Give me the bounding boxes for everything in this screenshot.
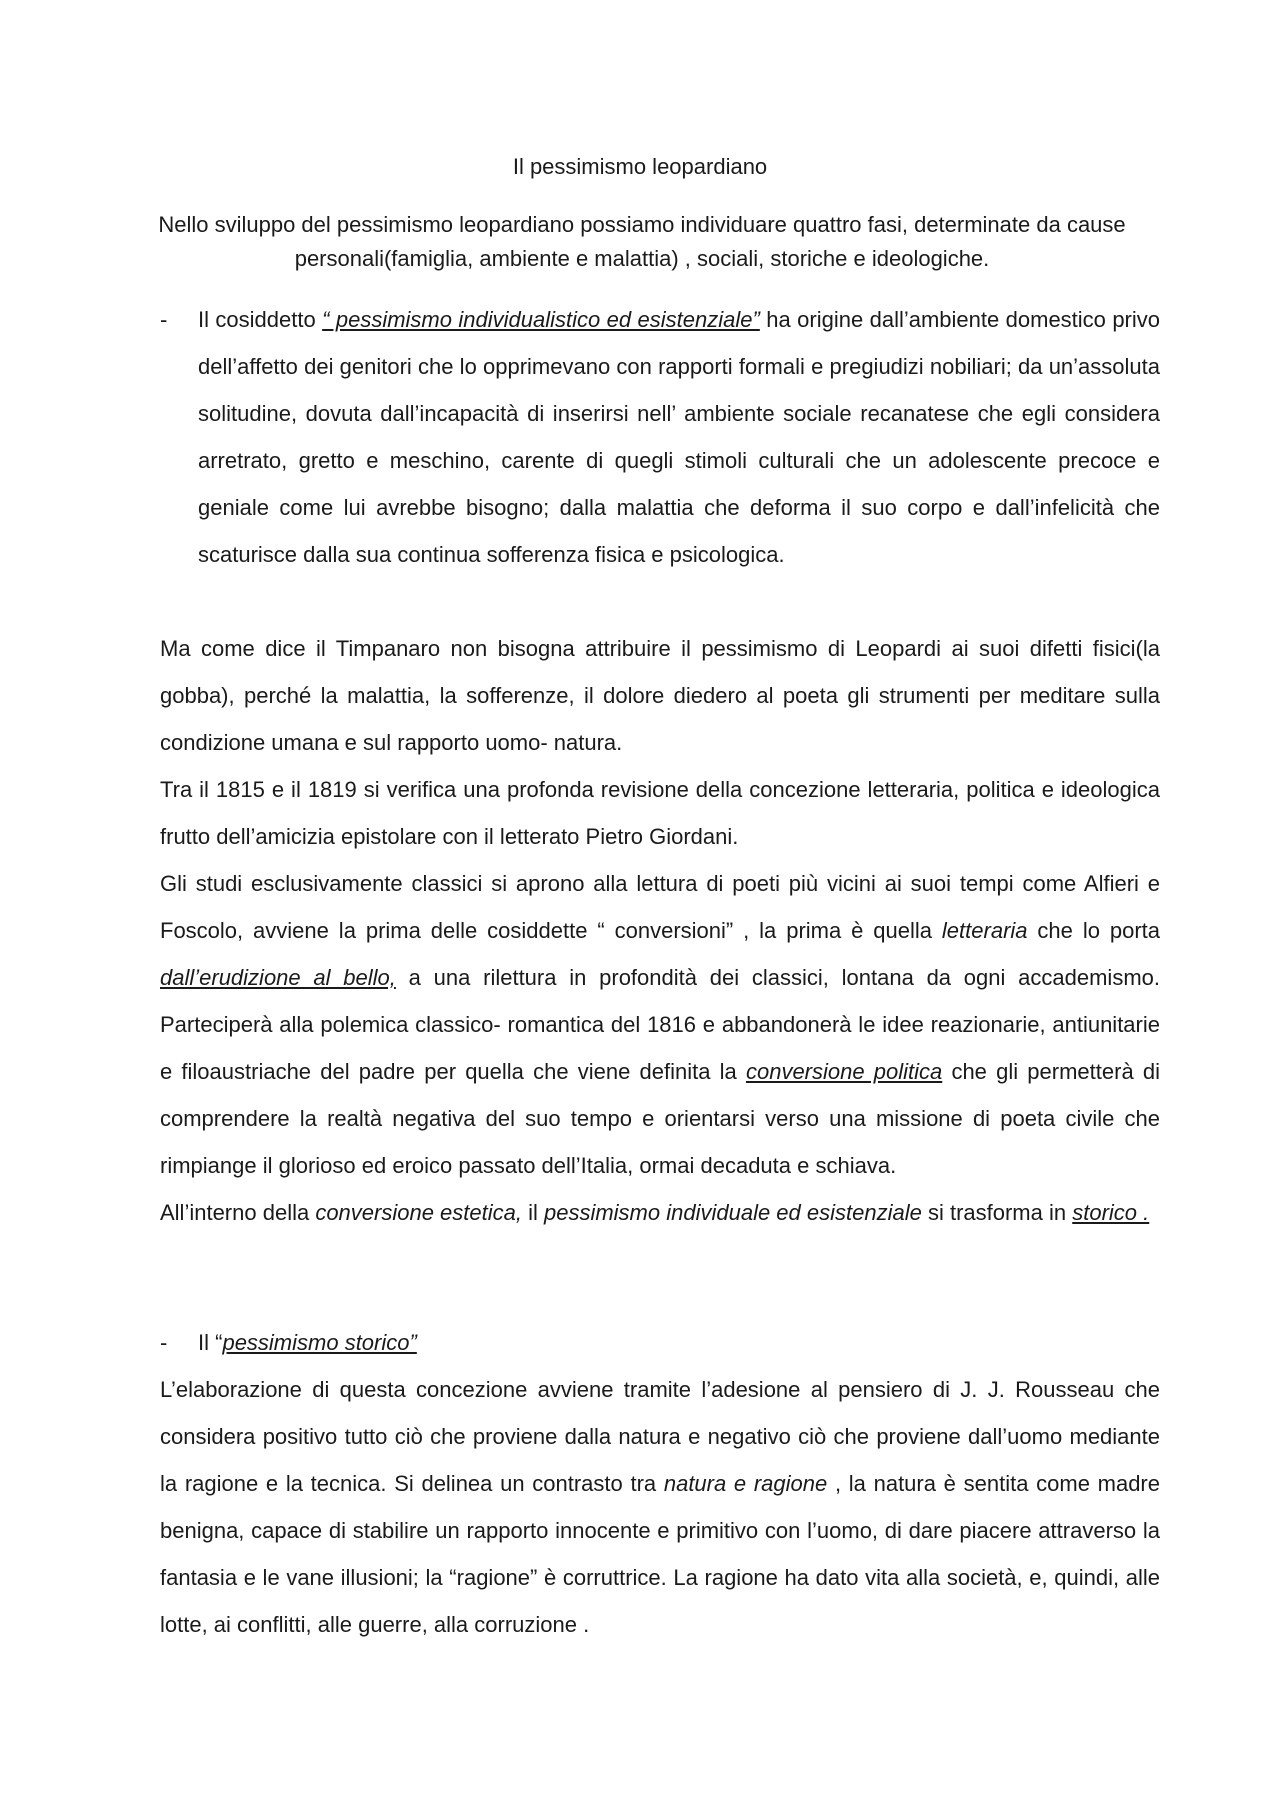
body-text-rousseau: [160, 1366, 1160, 1648]
text-run: All’interno della: [160, 1200, 316, 1225]
bullet-lead: Il cosiddetto: [198, 307, 323, 332]
text-run: , la natura è sentita come madre benigna, capace di stabilire un rapporto innocente e primitivo con l’uomo, di dare piacere attraverso la fantasia e le vane illusioni; la “ragione” è corruttrice. La ragione ha dato vita alla società, e, quindi, alle lotte, ai conflitti, alle guerre, alla corruzione .: [160, 1471, 1160, 1637]
term-pessimismo-individuale: pessimismo individuale ed esistenziale: [543, 1200, 922, 1225]
paragraph-1815: Tra il 1815 e il 1819 si verifica una profonda revisione della concezione letteraria, politica e ideologica frutto dell’amicizia epistolare con il letterato Pietro Giordani.: [160, 777, 1160, 849]
text-run: a una rilettura in profondità dei classici, lontana da ogni accademismo. Parteciperà alla polemica classico- romantica del 1816 e abbandonerà le idee reazionarie, antiunitarie e filoaustriache del padre per quella che viene definita la: [160, 965, 1160, 1084]
term-conversione-politica: conversione politica: [745, 1059, 943, 1084]
paragraph-rousseau: [160, 1366, 1160, 1648]
term-erudizione: dall’erudizione al bello,: [160, 965, 396, 990]
bullet-dash: -: [160, 307, 168, 332]
paragraph-studi: [160, 860, 1160, 1189]
term-individualistico: “ pessimismo individualistico ed esistenziale”: [322, 307, 760, 332]
bullet-dash: -: [160, 1330, 168, 1355]
text-run: Gli studi esclusivamente classici si aprono alla lettura di poeti più vicini ai suoi tempi come Alfieri e Foscolo, avviene la prima delle cosiddette “ conversioni” , la prima è quella: [160, 871, 1160, 943]
text-run: il: [521, 1200, 544, 1225]
paragraph-estetica: [160, 1189, 1160, 1236]
term-conversione-estetica: conversione estetica,: [315, 1200, 522, 1225]
term-storico: storico .: [1072, 1200, 1150, 1225]
intro-paragraph: Nello sviluppo del pessimismo leopardiano possiamo individuare quattro fasi, determinate da cause personali(famiglia, ambiente e malattia) , sociali, storiche e ideologiche.: [158, 212, 1126, 271]
paragraph-timpanaro: Ma come dice il Timpanaro non bisogna attribuire il pessimismo di Leopardi ai suoi difetti fisici(la gobba), perché la malattia, la sofferenze, il dolore diedero al poeta gli strumenti per meditare sulla condizione umana e sul rapporto uomo- natura.: [160, 636, 1160, 755]
bullet-text: [198, 1319, 1160, 1366]
body-text: [160, 625, 1160, 1236]
page-title: Il pessimismo leopardiano: [512, 154, 768, 179]
text-run: L’elaborazione di questa concezione avviene tramite l’adesione al pensiero di J. J. Rousseau che considera positivo tutto ciò che proviene dalla natura e negativo ciò che proviene dall’uomo mediante la ragione e la tecnica. Si delinea un contrasto tra: [160, 1377, 1160, 1496]
bullet-text: [198, 296, 1160, 578]
term-natura-ragione: natura e ragione: [663, 1471, 828, 1496]
term-pessimismo-storico: pessimismo storico”: [222, 1330, 417, 1355]
bullet-rest: ha origine dall’ambiente domestico privo dell’affetto dei genitori che lo opprimevano con rapporti formali e pregiudizi nobiliari; da un’assoluta solitudine, dovuta dall’incapacità di inserirsi nell’ ambiente sociale recanatese che egli considera arretrato, gretto e meschino, carente di quegli stimoli culturali che un adolescente precoce e geniale come lui avrebbe bisogno; dalla malattia che deforma il suo corpo e dall’infelicità che scaturisce dalla sua continua sofferenza fisica e psicologica.: [198, 307, 1161, 567]
text-run: che lo porta: [1027, 918, 1161, 943]
bullet-storico: [160, 1319, 1160, 1366]
term-letteraria: letteraria: [941, 918, 1028, 943]
bullet-individualistico: [160, 296, 1160, 578]
bullet-lead: Il “: [198, 1330, 223, 1355]
text-run: che gli permetterà di comprendere la realtà negativa del suo tempo e orientarsi verso una missione di poeta civile che rimpiange il glorioso ed eroico passato dell’Italia, ormai decaduta e schiava.: [160, 1059, 1160, 1178]
text-run: si trasforma in: [921, 1200, 1073, 1225]
